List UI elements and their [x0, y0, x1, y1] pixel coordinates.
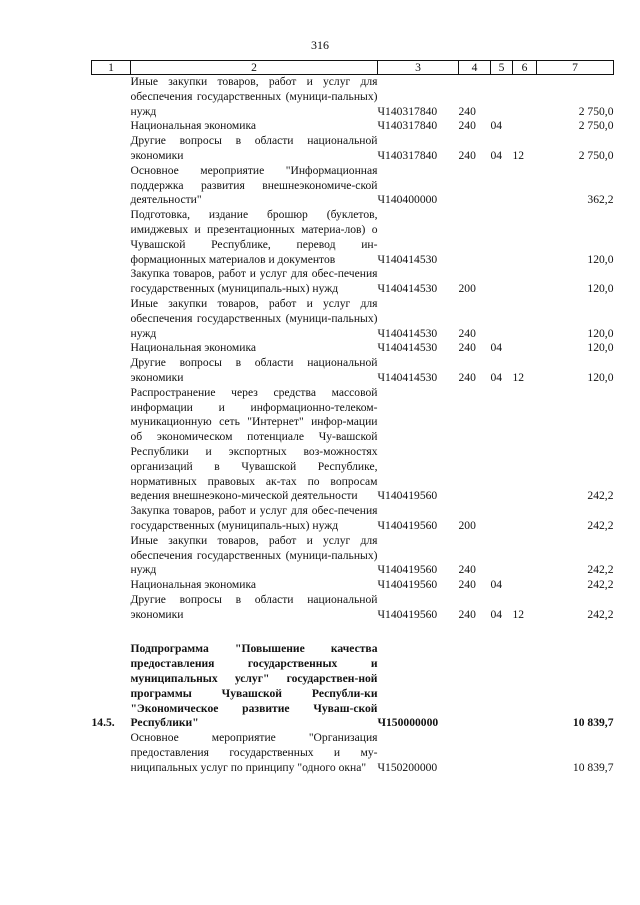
amount: 120,0 [587, 341, 614, 355]
row-name: Иные закупки товаров, работ и услуг для обеспечения государственных (муници-пальных) нужд [130, 75, 378, 118]
spacer-cell [92, 622, 614, 642]
amount: 120,0 [587, 326, 614, 340]
row-number [92, 119, 131, 134]
table-row [92, 578, 614, 593]
target-code: Ч140419560 [377, 489, 438, 503]
subsection-code [513, 75, 537, 120]
target-code: Ч140317840 [377, 104, 438, 118]
amount: 242,2 [587, 578, 614, 592]
section-code [491, 164, 513, 208]
table-row [92, 504, 614, 534]
subsection-code [513, 578, 537, 593]
subsection-code [513, 208, 537, 267]
target-code: Ч140414530 [377, 282, 438, 296]
expense-type [459, 164, 491, 208]
subsection-code [513, 642, 537, 731]
section-code [491, 386, 513, 504]
amount: 10 839,7 [572, 716, 614, 730]
row-name: Основное мероприятие "Организация предоставления государственных и му-ниципальных услуг по принципу "одного окна" [130, 731, 378, 774]
subsection-code [513, 119, 537, 134]
amount: 242,2 [587, 607, 614, 621]
row-number [92, 341, 131, 356]
expense-type [459, 642, 491, 731]
section-code: 04 [490, 578, 503, 592]
subsection-code: 12 [512, 148, 525, 162]
row-name: Распространение через средства массовой информации и информационно-телеком-муникационную сеть "Интернет" инфор-мации об экономическом потенциале Чу-вашской Республики и экспортных воз-можностях организаций в Чувашской Республике, нормативных правовых ак-тах по вопросам ведения внешнеэконо-мической деятельности [130, 385, 378, 503]
col-header-1: 1 [92, 61, 131, 75]
target-code: Ч140414530 [377, 252, 438, 266]
target-code: Ч140414530 [377, 370, 438, 384]
section-code [491, 534, 513, 578]
target-code: Ч140400000 [377, 193, 438, 207]
amount: 242,2 [587, 563, 614, 577]
target-code: Ч140317840 [377, 119, 438, 133]
table-row [92, 164, 614, 208]
expense-type [459, 386, 491, 504]
col-header-7: 7 [537, 61, 614, 75]
row-name: Иные закупки товаров, работ и услуг для обеспечения государственных (муници-пальных) нужд [130, 296, 378, 340]
section-code: 04 [490, 607, 503, 621]
row-number [92, 164, 131, 208]
expense-type: 200 [458, 518, 476, 532]
expense-type [459, 208, 491, 267]
row-name: Закупка товаров, работ и услуг для обес-печения государственных (муниципаль-ных) нужд [130, 504, 378, 532]
subsection-code [513, 164, 537, 208]
col-header-4: 4 [459, 61, 491, 75]
subsection-code: 12 [512, 370, 525, 384]
spacer-row [92, 622, 614, 642]
target-code: Ч140419560 [377, 578, 438, 592]
expense-type: 240 [458, 607, 476, 621]
row-number [92, 267, 131, 297]
subsection-code [513, 386, 537, 504]
section-code: 04 [490, 148, 503, 162]
subsection-code [513, 297, 537, 341]
table-row [92, 731, 614, 775]
table-row [92, 356, 614, 386]
row-number [92, 356, 131, 386]
table-row [92, 75, 614, 120]
row-name: Иные закупки товаров, работ и услуг для обеспечения государственных (муници-пальных) нужд [130, 533, 378, 577]
page-number: 316 [311, 38, 329, 52]
row-number [92, 578, 131, 593]
subsection-code [513, 341, 537, 356]
subsection-code [513, 731, 537, 775]
table-row [92, 386, 614, 504]
col-header-3: 3 [378, 61, 459, 75]
row-name: Другие вопросы в области национальной экономики [130, 592, 378, 621]
target-code: Ч150000000 [377, 716, 439, 730]
subsection-code [513, 504, 537, 534]
amount: 2 750,0 [578, 148, 614, 162]
table-row [92, 341, 614, 356]
target-code: Ч140419560 [377, 563, 438, 577]
table-row [92, 119, 614, 134]
expense-type: 240 [458, 341, 476, 355]
expense-type: 240 [458, 578, 476, 592]
target-code: Ч140419560 [377, 607, 438, 621]
row-number [92, 504, 131, 534]
section-code [491, 297, 513, 341]
row-number [92, 534, 131, 578]
amount: 362,2 [587, 193, 614, 207]
table-row [92, 267, 614, 297]
row-name: Основное мероприятие "Информационная поддержка развития внешнеэкономиче-ской деятельности" [130, 163, 378, 207]
section-code [491, 504, 513, 534]
table-row [92, 208, 614, 267]
amount: 2 750,0 [578, 119, 614, 133]
amount: 242,2 [587, 518, 614, 532]
amount: 120,0 [587, 282, 614, 296]
subsection-code [513, 267, 537, 297]
section-code: 04 [490, 341, 503, 355]
table-row [92, 534, 614, 578]
table-row [92, 593, 614, 623]
expense-type [459, 731, 491, 775]
row-name: Национальная экономика [130, 578, 257, 592]
row-number [92, 593, 131, 623]
subsection-code: 12 [512, 607, 525, 621]
subsection-code [513, 534, 537, 578]
target-code: Ч150200000 [377, 760, 438, 774]
table-row [92, 134, 614, 164]
row-name: Подготовка, издание брошюр (буклетов, имиджевых и презентационных материа-лов) о Чувашской Республике, перевод ин-формационных материалов и документов [130, 208, 378, 266]
expense-type: 240 [458, 119, 476, 133]
target-code: Ч140317840 [377, 148, 438, 162]
target-code: Ч140414530 [377, 341, 438, 355]
row-name: Национальная экономика [130, 341, 257, 355]
target-code: Ч140414530 [377, 326, 438, 340]
section-code: 04 [490, 370, 503, 384]
row-number [92, 75, 131, 120]
col-header-2: 2 [131, 61, 378, 75]
header-row [92, 61, 614, 75]
expense-type: 240 [458, 148, 476, 162]
row-number [92, 208, 131, 267]
amount: 2 750,0 [578, 104, 614, 118]
amount: 242,2 [587, 489, 614, 503]
section-code: 04 [490, 119, 503, 133]
row-number [92, 297, 131, 341]
row-name: Другие вопросы в области национальной экономики [130, 356, 378, 384]
expense-type: 240 [458, 563, 476, 577]
amount: 120,0 [587, 252, 614, 266]
amount: 120,0 [587, 370, 614, 384]
table-row [92, 297, 614, 341]
row-name: Закупка товаров, работ и услуг для обес-печения государственных (муниципаль-ных) нужд [130, 267, 378, 296]
row-name: Подпрограмма "Повышение качества предоставления государственных и муниципальных услуг" государствен-ной программы Чувашской Республи-ки "Экономическое развитие Чуваш-ской Республики" [130, 642, 378, 730]
budget-table [91, 60, 614, 776]
row-name: Другие вопросы в области национальной экономики [130, 134, 378, 162]
row-number [92, 731, 131, 775]
section-code [491, 642, 513, 731]
row-name: Национальная экономика [130, 119, 257, 133]
row-number [92, 386, 131, 504]
amount: 10 839,7 [572, 760, 614, 774]
col-header-5: 5 [491, 61, 513, 75]
expense-type: 240 [458, 326, 476, 340]
row-number [92, 134, 131, 164]
expense-type: 240 [458, 370, 476, 384]
expense-type: 200 [458, 282, 476, 296]
section-code [491, 208, 513, 267]
target-code: Ч140419560 [377, 518, 438, 532]
expense-type: 240 [458, 104, 476, 118]
row-number: 14.5. [91, 716, 115, 730]
section-code [491, 75, 513, 120]
table-row [92, 642, 614, 731]
section-code [491, 267, 513, 297]
col-header-6: 6 [513, 61, 537, 75]
section-code [491, 731, 513, 775]
